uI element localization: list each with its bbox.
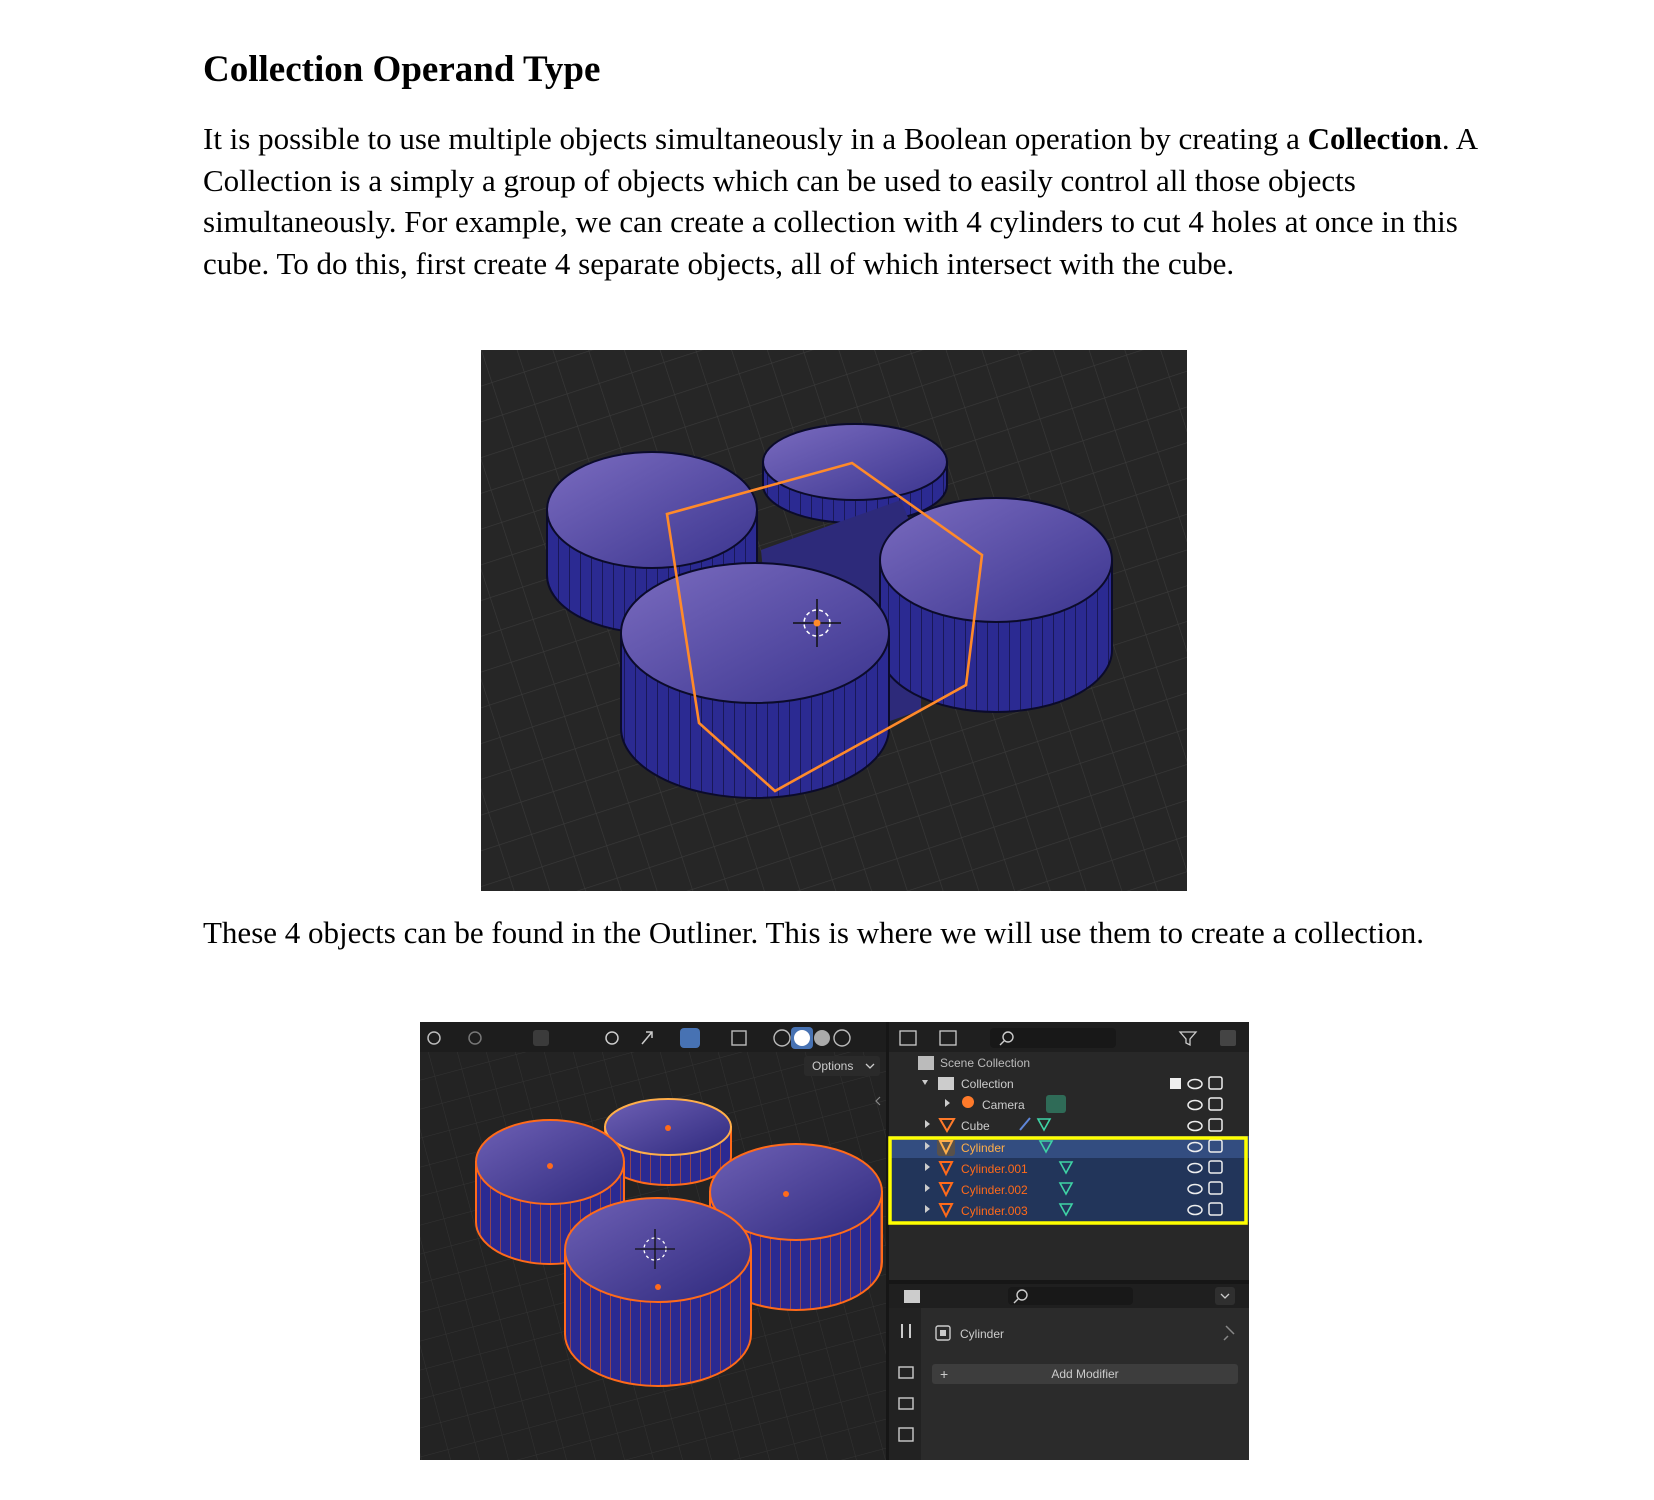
properties-panel [889,1284,1249,1460]
object-name-label: Cylinder [960,1327,1005,1341]
viewport-header[interactable] [420,1022,886,1052]
cylinder-001-label: Cylinder.001 [961,1162,1028,1176]
scene-collection-icon [918,1056,934,1070]
camera-label: Camera [982,1098,1025,1112]
outliner-paragraph: These 4 objects can be found in the Outliner. This is where we will use them to create a collection. [203,915,1424,950]
camera-data-icon [1046,1095,1066,1113]
scene-collection-label: Scene Collection [940,1056,1031,1070]
cylinder-003-label: Cylinder.003 [961,1204,1028,1218]
cylinders-render-figure [481,350,1187,891]
add-modifier-label: Add Modifier [1051,1367,1119,1381]
cylinder-right [880,498,1112,712]
options-button[interactable] [804,1056,880,1076]
collection-label: Collection [961,1077,1014,1091]
intro-text-after: . A Collection is a simply a group of objects which can be used to easily control all those objects simultaneously. For example, we can create a collection with 4 cylinders to cut 4 holes at once in this cube. To do this, first create 4 separate objects, all of which intersect with the cube. [203,121,1477,281]
cylinder-002-label: Cylinder.002 [961,1183,1028,1197]
new-collection-icon[interactable] [1220,1030,1236,1046]
solid-shading-icon[interactable] [794,1030,810,1046]
intro-paragraph [203,118,1493,284]
section-heading: Collection Operand Type [203,49,601,90]
exclude-checkbox[interactable] [1170,1078,1181,1089]
blender-outliner-figure [420,1022,1249,1460]
cylinder-label: Cylinder [961,1141,1006,1155]
editor-type-icon[interactable] [904,1290,920,1303]
outliner-panel [889,1022,1249,1280]
cylinders-render [481,350,1187,891]
options-label: Options [812,1059,854,1073]
material-shading-icon[interactable] [814,1030,830,1046]
proportional-edit-icon[interactable] [533,1030,549,1046]
cube-label: Cube [961,1119,990,1133]
viewport-cylinder-front[interactable] [565,1198,751,1386]
collection-term: Collection [1307,121,1442,156]
blender-screenshot [420,1022,1249,1460]
panel-options-button[interactable] [1215,1287,1235,1305]
cylinder-back [763,424,947,523]
camera-object-icon [962,1096,974,1108]
collection-icon [938,1077,954,1090]
cylinder-front [621,563,889,798]
plus-icon: + [940,1366,949,1382]
intro-text-before: It is possible to use multiple objects simultaneously in a Boolean operation by creating a [203,121,1308,156]
outliner-search-input[interactable] [990,1028,1116,1048]
overlays-icon[interactable] [680,1028,700,1048]
add-modifier-button[interactable] [932,1364,1238,1384]
